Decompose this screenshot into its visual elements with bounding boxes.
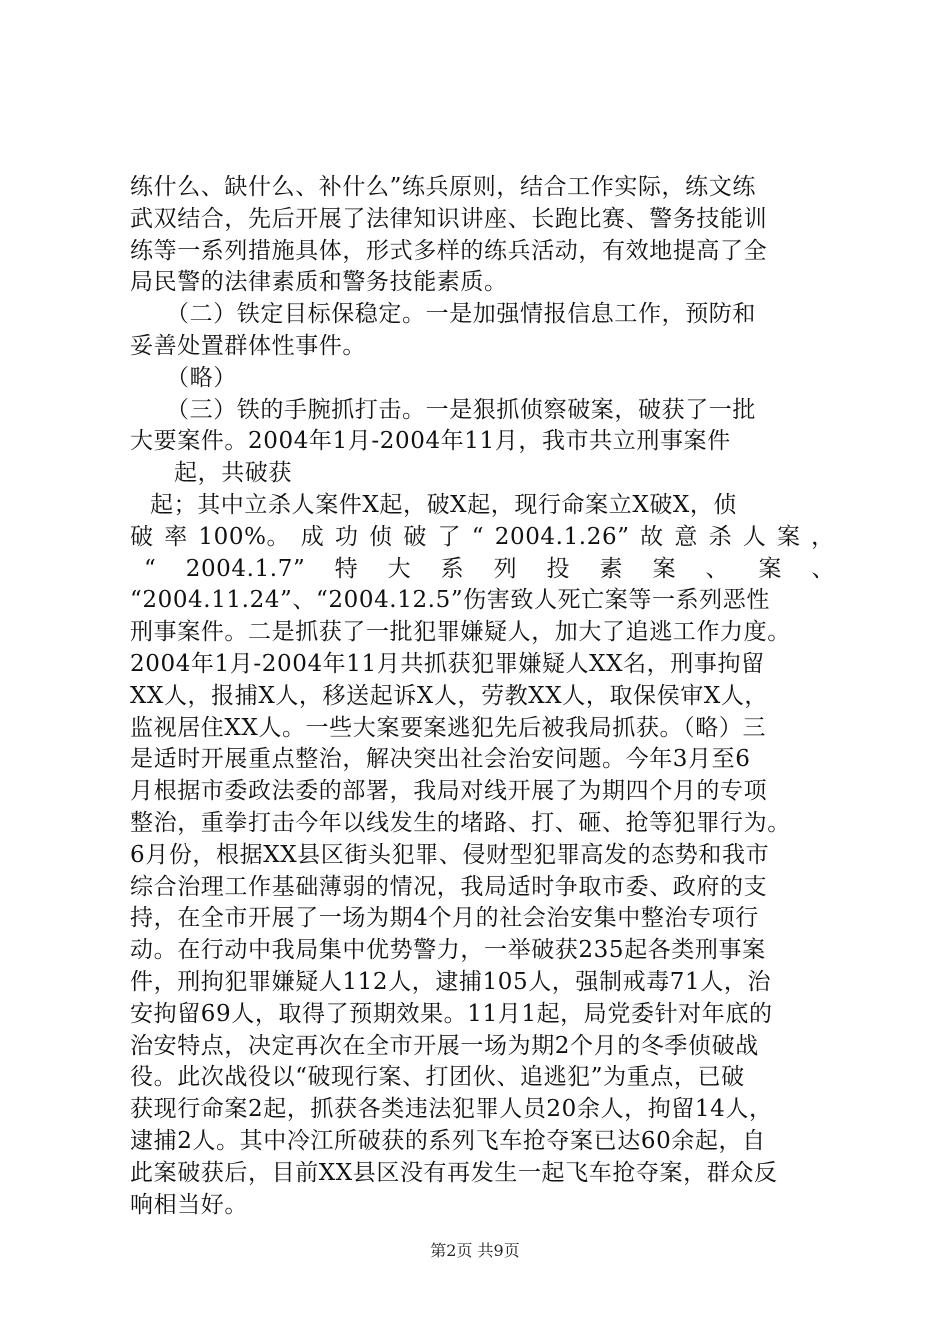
page-footer	[0, 1238, 950, 1261]
word: 人	[742, 523, 767, 550]
paragraph-line: 整治，重拳打击今年以线发生的堵路、打、砸、抢等犯罪行为。	[130, 809, 791, 836]
paragraph-line: 安拘留69人，取得了预期效果。11月1起，局党委针对年底的	[130, 1000, 773, 1027]
word: “	[471, 523, 485, 550]
word: 、	[705, 555, 730, 582]
paragraph-line: 监视居住XX人。一些大案要案逃犯先后被我局抓获。（略）三	[130, 714, 767, 741]
paragraph-line: 件，刑拘犯罪嫌疑人112人，逮捕105人，强制戒毒71人，治	[130, 968, 772, 995]
paragraph-line: 役。此次战役以“破现行案、打团伙、追逃犯”为重点，已破	[130, 1064, 745, 1091]
paragraph-line: XX人，报捕X人，移送起诉X人，劳教XX人，取保侯审X人，	[130, 682, 769, 709]
justified-line	[130, 554, 835, 586]
paragraph-line: 持，在全市开展了一场为期4个月的社会治安集中整治专项行	[130, 905, 759, 932]
paragraph-line: 获现行命案2起，抓获各类违法犯罪人员20余人，拘留14人，	[130, 1096, 773, 1123]
paragraph-line: 2004年1月-2004年11月共抓获犯罪嫌疑人XX名，刑事拘留	[130, 650, 765, 677]
word: 系	[440, 555, 465, 582]
word: 功	[334, 523, 359, 550]
word: 100%。	[198, 523, 291, 550]
word: 素	[599, 555, 624, 582]
paragraph-line: 逮捕2人。其中冷江所破获的系列飞车抢夺案已达60余起，自	[130, 1127, 766, 1154]
paragraph-line: 综合治理工作基础薄弱的情况，我局适时争取市委、政府的支	[130, 873, 768, 900]
word: 故	[640, 523, 664, 550]
paragraph-line: 武双结合，先后开展了法律知识讲座、长跑比赛、警务技能训	[130, 205, 768, 232]
word: 成	[300, 523, 325, 550]
paragraph-line: 妥善处置群体性事件。	[130, 332, 366, 359]
word: 特	[334, 555, 359, 582]
section-heading-3: （三）铁的手腕抓打击。一是狠抓侦察破案，破获了一批	[166, 396, 756, 423]
word: 破	[130, 523, 154, 550]
document-body	[130, 172, 835, 1221]
word: 、	[811, 555, 835, 582]
word: 了	[437, 523, 462, 550]
word: 投	[546, 555, 571, 582]
paragraph-line: 起，共破获	[174, 460, 292, 487]
word: ，	[811, 523, 835, 550]
paragraph-line: 起；其中立杀人案件X起，破X起，现行命案立X破X，侦	[150, 491, 738, 518]
word: 案	[652, 555, 677, 582]
section-heading-2: （二）铁定目标保稳定。一是加强情报信息工作，预防和	[166, 301, 756, 328]
paragraph-line: 练等一系列措施具体，形式多样的练兵活动，有效地提高了全	[130, 237, 768, 264]
paragraph-line: 是适时开展重点整治，解决突出社会治安问题。今年3月至6	[130, 746, 751, 773]
paragraph-line: 练什么、缺什么、补什么”练兵原则，结合工作实际，练文练	[130, 174, 756, 200]
word: 2004.1.7”	[185, 555, 306, 582]
word: 大	[387, 555, 412, 582]
paragraph-line: “2004.11.24”、“2004.12.5”伤害致人死亡案等一系列恶性	[130, 587, 770, 614]
word: “	[144, 555, 157, 582]
word: 案	[758, 555, 783, 582]
paragraph-line: 刑事案件。二是抓获了一批犯罪嫌疑人，加大了追逃工作力度。	[130, 619, 791, 646]
word: 列	[493, 555, 518, 582]
word: 意	[674, 523, 698, 550]
paragraph-line: 动。在行动中我局集中优势警力，一举破获235起各类刑事案	[130, 937, 766, 964]
word: 案	[776, 523, 801, 550]
paragraph-line: 大要案件。2004年1月-2004年11月，我市共立刑事案件	[130, 428, 731, 455]
paragraph-line: 此案破获后，目前XX县区没有再发生一起飞车抢夺案，群众反	[130, 1159, 778, 1186]
word: 率	[164, 523, 188, 550]
word: 2004.1.26”	[494, 523, 630, 550]
omitted-note: （略）	[166, 364, 237, 391]
justified-line	[130, 522, 835, 554]
word: 杀	[708, 523, 733, 550]
word: 破	[403, 523, 427, 550]
paragraph-line: 月根据市委政法委的部署，我局对线开展了为期四个月的专项	[130, 778, 768, 805]
paragraph-line: 治安特点，决定再次在全市开展一场为期2个月的冬季侦破战	[130, 1032, 759, 1059]
paragraph-line: 响相当好。	[130, 1191, 248, 1218]
paragraph-line: 局民警的法律素质和警务技能素质。	[130, 269, 508, 296]
page-indicator: 第2页 共9页	[430, 1241, 520, 1260]
paragraph-line: 6月份，根据XX县区街头犯罪、侵财型犯罪高发的态势和我市	[130, 841, 770, 868]
word: 侦	[369, 523, 393, 550]
